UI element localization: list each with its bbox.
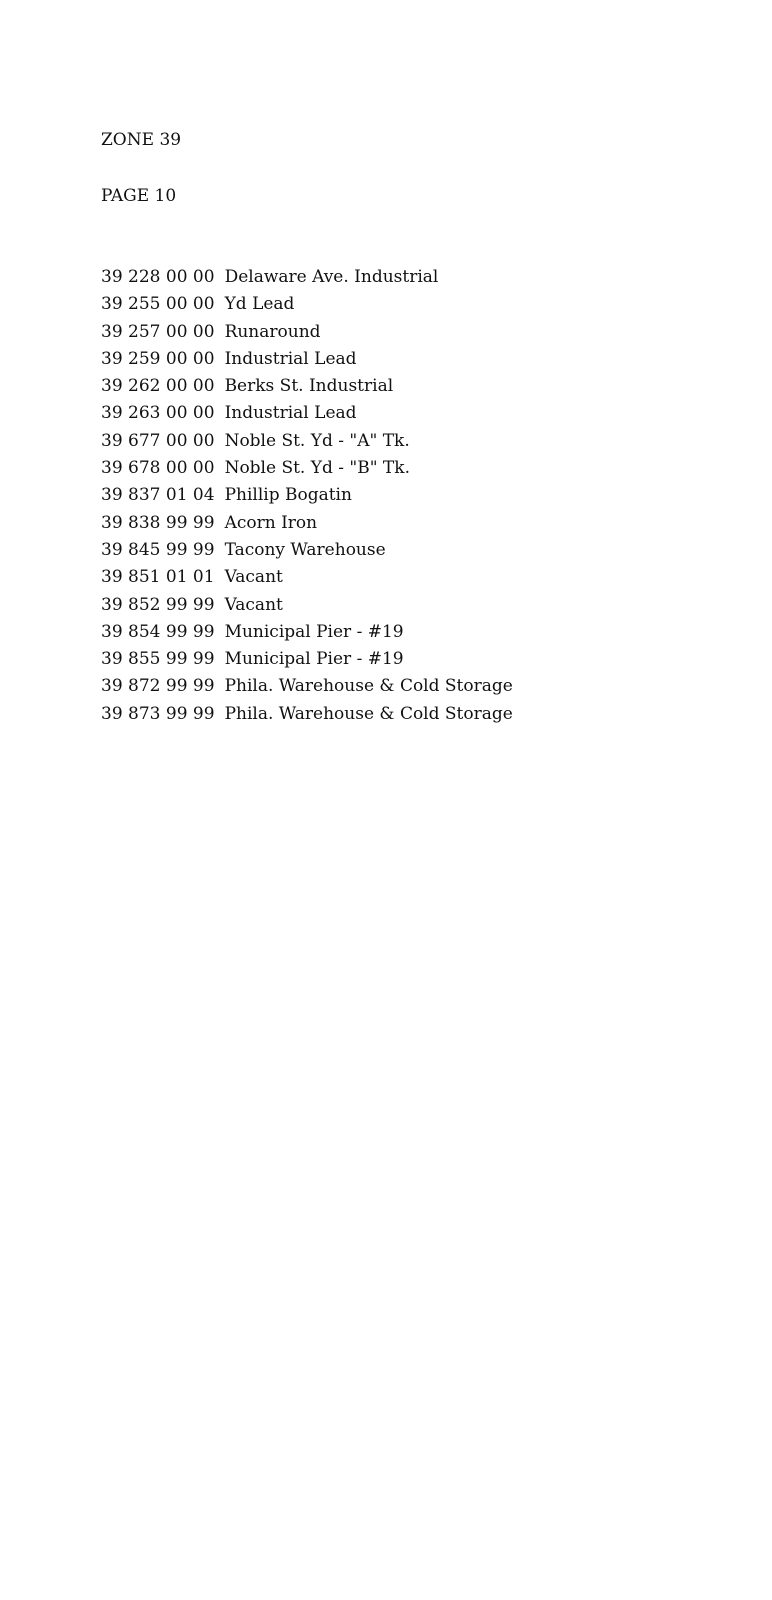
entry-description: Phillip Bogatin	[224, 485, 352, 506]
entry-description: Yd Lead	[224, 294, 295, 315]
entry-code: 39 263 00 00	[101, 403, 215, 424]
list-item	[101, 294, 513, 321]
list-item	[101, 676, 513, 703]
entry-code: 39 855 99 99	[101, 649, 215, 670]
entry-code: 39 845 99 99	[101, 539, 215, 560]
entry-code: 39 257 00 00	[101, 321, 215, 342]
entry-description: Vacant	[224, 567, 283, 588]
entry-description: Municipal Pier - #19	[224, 621, 404, 642]
list-item	[101, 485, 513, 512]
list-item	[101, 431, 513, 458]
list-item	[101, 513, 513, 540]
entry-code: 39 872 99 99	[101, 676, 215, 697]
list-item	[101, 704, 513, 731]
entry-code: 39 262 00 00	[101, 376, 215, 397]
entry-description: Berks St. Industrial	[224, 376, 394, 397]
entry-code: 39 678 00 00	[101, 458, 215, 479]
entry-code: 39 852 99 99	[101, 594, 215, 615]
entry-code: 39 873 99 99	[101, 703, 215, 724]
list-item	[101, 376, 513, 403]
entry-description: Phila. Warehouse & Cold Storage	[224, 703, 513, 724]
entry-code: 39 837 01 04	[101, 485, 215, 506]
entry-description: Delaware Ave. Industrial	[224, 267, 439, 287]
list-item	[101, 540, 513, 567]
list-item	[101, 322, 513, 349]
list-item	[101, 595, 513, 622]
entry-code: 39 838 99 99	[101, 512, 215, 533]
entry-description: Industrial Lead	[224, 348, 357, 369]
entry-description: Tacony Warehouse	[224, 539, 386, 560]
entry-description: Noble St. Yd - "B" Tk.	[224, 458, 410, 479]
list-item	[101, 349, 513, 376]
list-item	[101, 403, 513, 430]
entry-code: 39 255 00 00	[101, 294, 215, 315]
list-item	[101, 567, 513, 594]
list-item	[101, 622, 513, 649]
entry-code: 39 259 00 00	[101, 348, 215, 369]
entry-code: 39 851 01 01	[101, 567, 215, 588]
page-number: PAGE 10	[101, 186, 177, 206]
entry-description: Noble St. Yd - "A" Tk.	[224, 430, 410, 451]
entry-description: Phila. Warehouse & Cold Storage	[224, 676, 513, 697]
entry-description: Acorn Iron	[224, 512, 318, 533]
entry-code: 39 228 00 00	[101, 267, 215, 287]
entry-code: 39 854 99 99	[101, 621, 215, 642]
list-item	[101, 649, 513, 676]
entry-code: 39 677 00 00	[101, 430, 215, 451]
entry-description: Runaround	[224, 321, 321, 342]
entry-list	[101, 267, 513, 731]
entry-description: Vacant	[224, 594, 283, 615]
entry-description: Municipal Pier - #19	[224, 649, 404, 670]
entry-description: Industrial Lead	[224, 403, 357, 424]
zone-heading: ZONE 39	[101, 130, 182, 150]
list-item	[101, 458, 513, 485]
list-item	[101, 267, 513, 294]
